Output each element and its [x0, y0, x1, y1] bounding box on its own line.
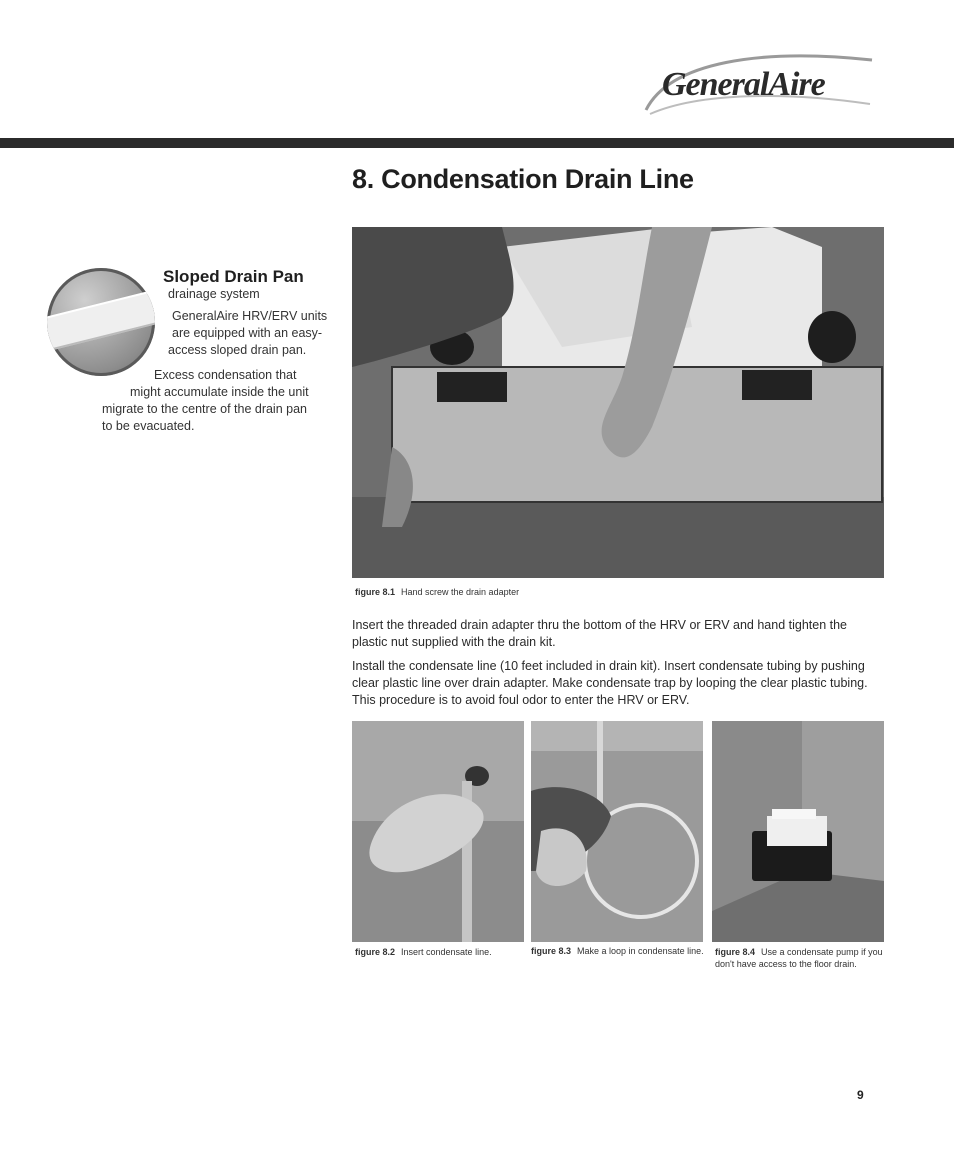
figure-label: figure 8.1: [355, 587, 396, 597]
figure-caption: [531, 945, 706, 957]
sidebar-line: are equipped with an easy-: [172, 326, 323, 340]
sidebar-heading: Sloped Drain Pan: [163, 267, 304, 286]
logo-text: GeneralAire: [662, 66, 825, 103]
page-title: 8. Condensation Drain Line: [352, 164, 694, 194]
drain-pan-image: [47, 268, 155, 376]
sidebar-line: migrate to the centre of the drain pan: [102, 402, 307, 416]
sidebar-line: drainage system: [168, 287, 260, 301]
brand-logo: [640, 52, 876, 118]
figure-caption: [715, 946, 883, 970]
figure-caption-text: Hand screw the drain adapter: [401, 587, 520, 597]
figure-caption-text: Insert condensate line.: [401, 947, 492, 957]
sidebar-line: to be evacuated.: [102, 419, 195, 433]
figure-8-1-photo: [352, 227, 884, 578]
figure-8-3-photo: [531, 721, 703, 942]
body-paragraph: Install the condensate line (10 feet included in drain kit). Insert condensate tubing by pushing clear plastic line over drain adapter. Make condensate trap by looping the clear plastic tubing. This procedure is to avoid foul odor to enter the HRV or ERV.: [352, 659, 868, 707]
figure-caption-text: Make a loop in condensate line.: [577, 946, 704, 956]
sidebar-line: Excess condensation that: [154, 368, 297, 382]
figure-8-4-photo: [712, 721, 884, 942]
figure-label: figure 8.4: [715, 947, 756, 957]
figure-caption-text: Use a condensate pump if you don't have access to the floor drain.: [715, 947, 883, 969]
body-paragraph: Insert the threaded drain adapter thru the bottom of the HRV or ERV and hand tighten the plastic nut supplied with the drain kit.: [352, 618, 848, 649]
page-number: 9: [857, 1088, 864, 1102]
figure-caption: [355, 946, 525, 958]
sidebar-line: might accumulate inside the unit: [130, 385, 309, 399]
sidebar-line: GeneralAire HRV/ERV units: [172, 309, 328, 323]
figure-8-2-photo: [352, 721, 524, 942]
header-rule: [0, 138, 954, 148]
sidebar-line: access sloped drain pan.: [168, 343, 307, 357]
figure-label: figure 8.2: [355, 947, 396, 957]
figure-label: figure 8.3: [531, 946, 572, 956]
figure-caption: [355, 586, 519, 598]
